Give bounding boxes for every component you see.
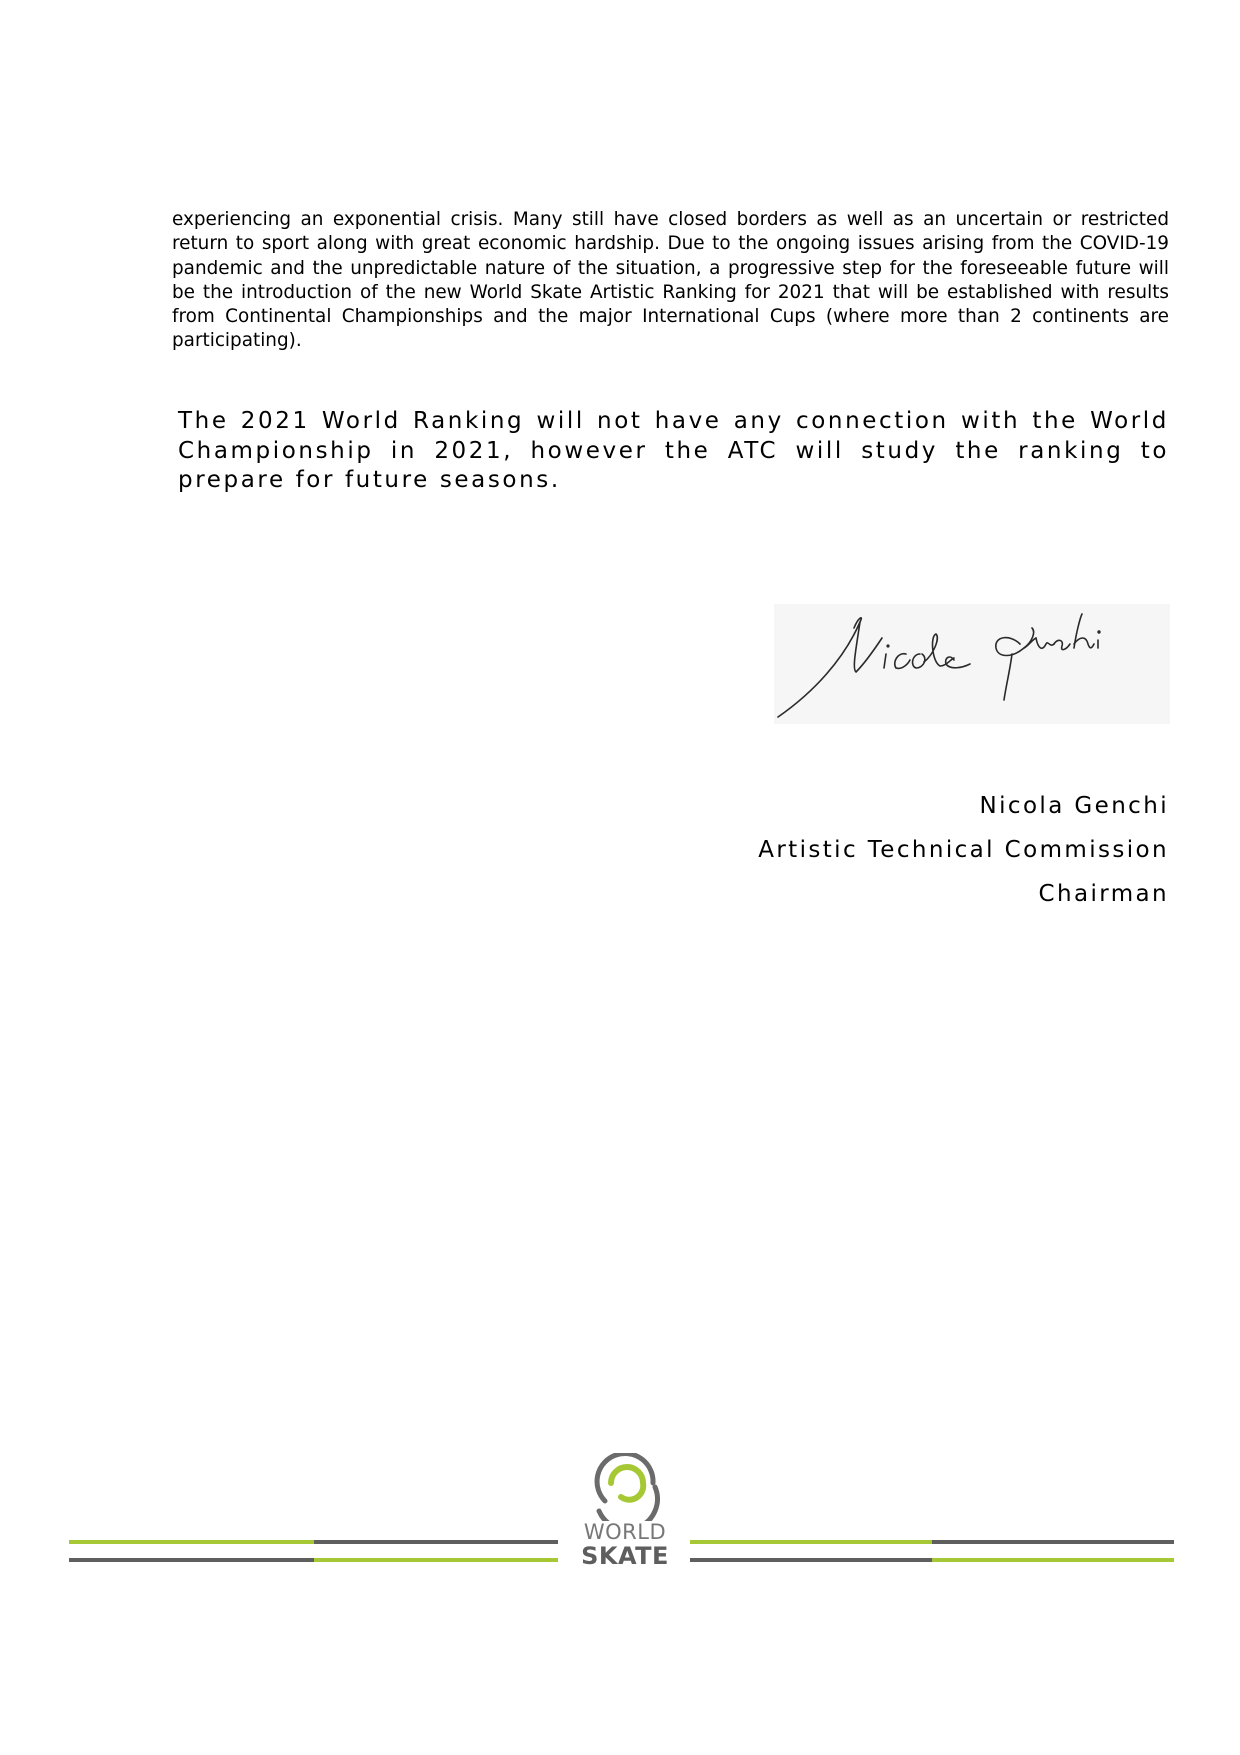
logo-word-world: WORLD — [583, 1520, 667, 1544]
logo-word-skate: SKATE — [581, 1542, 669, 1570]
footer-rule-left-top-green — [69, 1540, 314, 1544]
swirl-emblem-icon — [575, 1453, 675, 1521]
signatory-title: Chairman — [1038, 881, 1169, 907]
footer-rule-left-bottom-gray — [69, 1558, 314, 1562]
handwritten-signature — [774, 604, 1170, 724]
footer-rule-left-top-gray — [314, 1540, 558, 1544]
body-paragraph: experiencing an exponential crisis. Many still have closed borders as well as an uncertain or restricted return to sport along with great economic hardship. Due to the ongoing issues arising from the COVID-19 pandemic and the unpredictable nature of the situation, a progressive step for the foreseeable future will be the introduction of the new World Skate Artistic Ranking for 2021 that will be established with results from Continental Championships and the major International Cups (where more than 2 continents are participating). — [172, 209, 1169, 352]
footer-rule-right-top-gray — [932, 1540, 1174, 1544]
footer-rule-right-bottom-green — [932, 1558, 1174, 1562]
signatory-name: Nicola Genchi — [979, 793, 1169, 819]
footer-rule-right-top-green — [690, 1540, 932, 1544]
signatory-role: Artistic Technical Commission — [758, 837, 1169, 863]
footer-rule-right-bottom-gray — [690, 1558, 932, 1562]
footer-rule-left-bottom-green — [314, 1558, 558, 1562]
ranking-statement: The 2021 World Ranking will not have any connection with the World Championship in 2021, however the ATC will study the ranking to prepare for future seasons. — [178, 408, 1169, 493]
world-skate-logo — [575, 1453, 675, 1573]
